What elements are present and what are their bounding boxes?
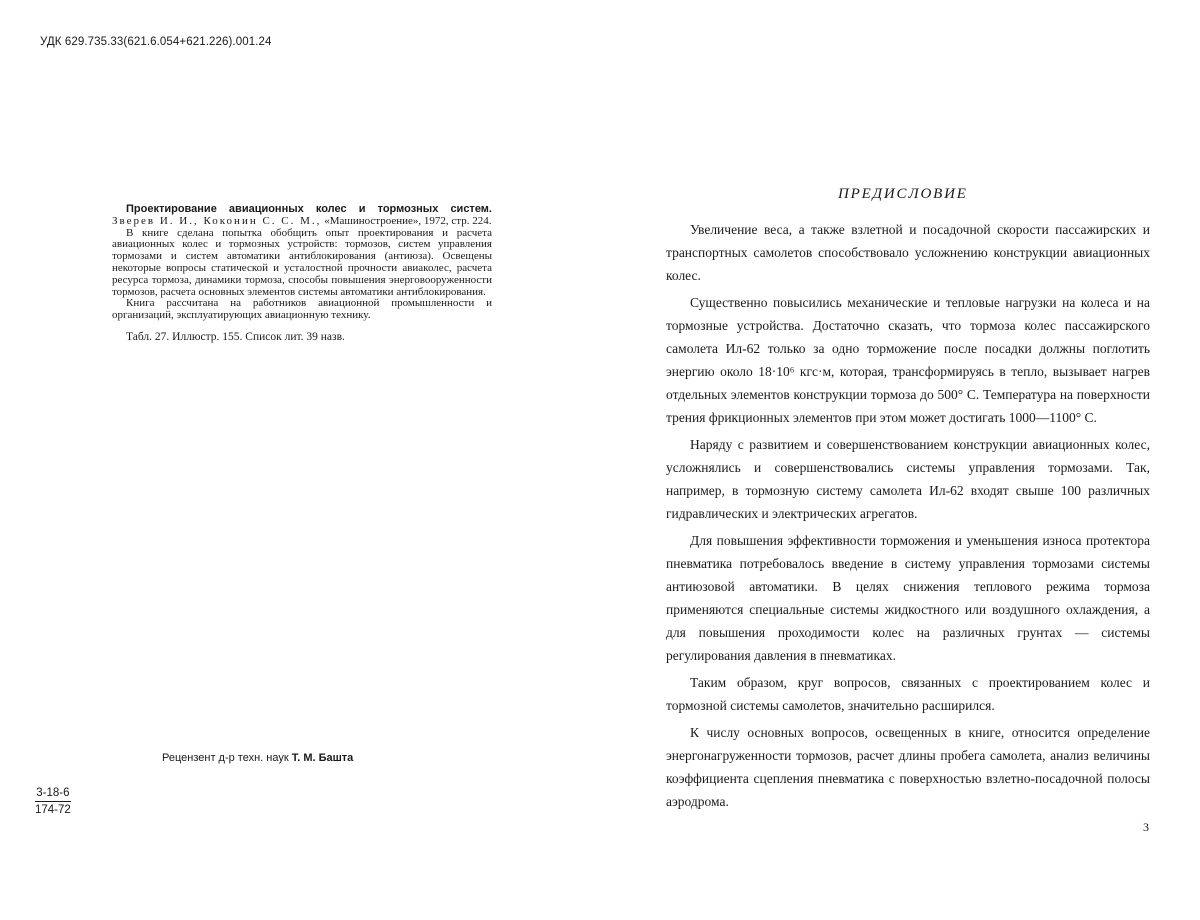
- publisher-code-denominator: 174-72: [35, 804, 71, 816]
- book-annotation: [112, 204, 492, 344]
- book-title: Проектирование авиационных колес и тормозных систем.: [126, 203, 492, 215]
- reviewer-credit: [162, 752, 353, 764]
- tables-illustrations-info: Табл. 27. Иллюстр. 155. Список лит. 39 назв.: [126, 330, 345, 343]
- annotation-paragraph: Книга рассчитана на работников авиационной промышленности и организаций, эксплуатирующих авиационную технику.: [112, 297, 492, 322]
- preface-paragraph: Существенно повысились механические и тепловые нагрузки на колеса и на тормозные устройства. Достаточно сказать, что тормоза колес пассажирского самолета Ил-62 только за одно торможение после посадки должны поглотить энергию около 18·10⁶ кгс·м, которая, трансформируясь в тепло, вызывает нагрев отдельных элементов конструкции тормоза до 500° С. Температура на поверхности трения фрикционных элементов при этом может достигать 1000—1100° С.: [666, 295, 1150, 425]
- preface-paragraph: К числу основных вопросов, освещенных в книге, относится определение энергонагруженности тормозов, расчет длины пробега самолета, анализ величины коэффициента сцепления пневматика с поверхностью взлетно-посадочной полосы аэродрома.: [666, 725, 1150, 809]
- publisher-info: «Машиностроение», 1972, стр. 224.: [324, 214, 492, 227]
- preface-paragraph: Для повышения эффективности торможения и уменьшения износа протектора пневматика потребовалось введение в систему управления тормозами системы антиюзовой автоматики. В целях снижения теплового режима тормоза применяются специальные системы жидкостного или воздушного охлаждения, а для повышения проходимости колес на различных грунтах — системы регулирования давления в пневматиках.: [666, 533, 1150, 663]
- reviewer-label: Рецензент д-р техн. наук: [162, 752, 289, 764]
- preface-paragraph: Таким образом, круг вопросов, связанных с проектированием колес и тормозной системы самолетов, значительно расширился.: [666, 675, 1150, 713]
- preface-body: [666, 218, 1150, 817]
- page-number: 3: [1143, 820, 1149, 834]
- reviewer-name: Т. М. Башта: [291, 752, 354, 764]
- publisher-code-numerator: 3-18-6: [35, 785, 71, 802]
- book-authors: Зверев И. И., Коконин С. С. М.,: [112, 214, 322, 227]
- udc-code: УДК 629.735.33(621.6.054+621.226).001.24: [40, 36, 272, 48]
- preface-paragraph: Увеличение веса, а также взлетной и посадочной скорости пассажирских и транспортных самолетов способствовало усложнению конструкции авиационных колес.: [666, 222, 1150, 283]
- preface-heading: ПРЕДИСЛОВИЕ: [838, 186, 968, 202]
- annotation-title-line: [112, 204, 492, 228]
- right-page: [600, 0, 1200, 920]
- annotation-paragraph: В книге сделана попытка обобщить опыт проектирования и расчета авиационных колес и тормозных устройств: тормозов, систем управления тормозами и систем автоматики антиблокирования (антиюза). Освещены некоторые вопросы статической и усталостной прочности авиаколес, расчета ресурса тормоза, динамики тормоза, способы повышения энерговооруженности тормозов, расчета основных элементов системы автоматики антиблокирования.: [112, 226, 492, 298]
- publisher-code: [35, 785, 71, 818]
- preface-paragraph: Наряду с развитием и совершенствованием конструкции авиационных колес, усложнялись и совершенствовались системы управления тормозами. Так, например, в тормозную систему самолета Ил-62 входят свыше 100 различных гидравлических и электрических агрегатов.: [666, 437, 1150, 521]
